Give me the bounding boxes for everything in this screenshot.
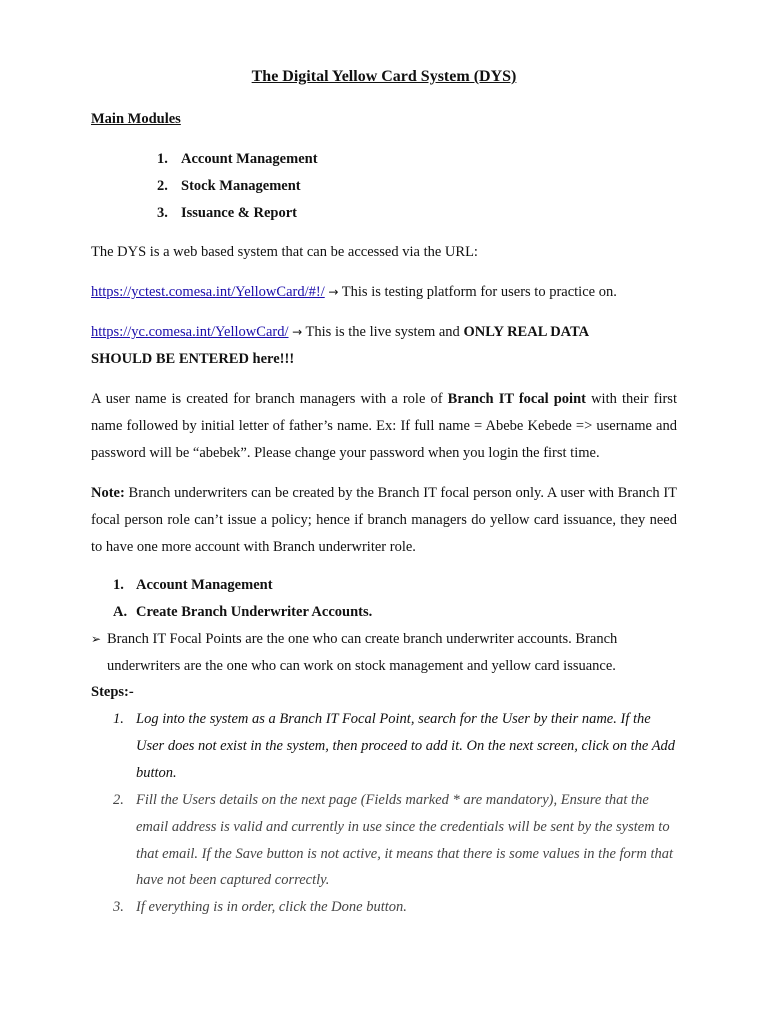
step-item: [113, 894, 677, 921]
live-warning-continued: SHOULD BE ENTERED here!!!: [91, 351, 295, 367]
arrow-right-icon: →: [292, 325, 303, 339]
step-number: 2.: [113, 792, 124, 808]
step-number: 3.: [113, 899, 124, 915]
arrow-right-icon: →: [328, 285, 339, 299]
note-text: Branch underwriters can be created by the Branch IT focal person only. A user with Branch IT focal person role can’t issue a policy; hence if branch managers do yellow card issuance, they need to have one more account with Branch underwriter role.: [91, 485, 677, 555]
page-title: The Digital Yellow Card System (DYS): [251, 68, 517, 85]
module-label: Issuance & Report: [181, 205, 297, 221]
section-label: Account Management: [136, 577, 273, 593]
step-number: 1.: [113, 711, 124, 727]
module-item: [157, 205, 297, 222]
test-link-description: This is testing platform for users to practice on.: [338, 284, 617, 300]
steps-label: Steps:-: [91, 684, 134, 700]
username-paragraph: [91, 386, 677, 466]
bullet-text: Branch IT Focal Points are the one who can create branch underwriter accounts. Branch underwriters are the one who can work on stock management and yellow card issuance.: [107, 631, 618, 674]
note-label: Note:: [91, 485, 125, 501]
username-text-start: A user name is created for branch managers with a role of: [91, 391, 448, 407]
arrowhead-bullet-icon: ➢: [91, 632, 102, 646]
step-item: [113, 787, 677, 894]
module-number: 2.: [157, 178, 168, 194]
live-link-line: [91, 324, 589, 341]
live-system-link[interactable]: https://yc.comesa.int/YellowCard/: [91, 324, 289, 340]
step-text: Log into the system as a Branch IT Focal Point, search for the User by their name. If the User does not exist in the system, then proceed to add it. On the next screen, click on the Add button.: [136, 711, 676, 781]
username-text-end: with their first name followed by initial letter of father’s name. Ex: If full name = Abebe Kebede => username and password will be “abebek”. Please change your password when you login the first time.: [91, 391, 677, 461]
live-warning-emphasis: ONLY REAL DATA: [463, 324, 590, 340]
url-intro: The DYS is a web based system that can be accessed via the URL:: [91, 244, 478, 260]
subsection-heading: [113, 604, 372, 621]
subsection-letter: A.: [113, 604, 128, 620]
section-heading: [113, 577, 273, 594]
section-number: 1.: [113, 577, 124, 593]
step-text: If everything is in order, click the Done button.: [136, 899, 407, 915]
module-number: 3.: [157, 205, 168, 221]
step-text: Fill the Users details on the next page (Fields marked * are mandatory), Ensure that the email address is valid and currently in use since the credentials will be sent by the system to that email. If the Save button is not active, it means that there is some values in the form that have not been captured correctly.: [136, 792, 674, 889]
module-label: Stock Management: [181, 178, 301, 194]
test-platform-link[interactable]: https://yctest.comesa.int/YellowCard/#!/: [91, 284, 325, 300]
module-item: [157, 151, 318, 168]
live-link-description: This is the live system and: [302, 324, 464, 340]
step-item: [113, 706, 677, 786]
role-name: Branch IT focal point: [447, 391, 586, 407]
note-paragraph: [91, 480, 677, 560]
module-item: [157, 178, 301, 195]
bullet-item: [91, 626, 677, 680]
subsection-label: Create Branch Underwriter Accounts.: [136, 604, 373, 620]
main-modules-heading: Main Modules: [91, 111, 181, 127]
test-link-line: [91, 284, 617, 301]
module-number: 1.: [157, 151, 168, 167]
module-label: Account Management: [181, 151, 318, 167]
